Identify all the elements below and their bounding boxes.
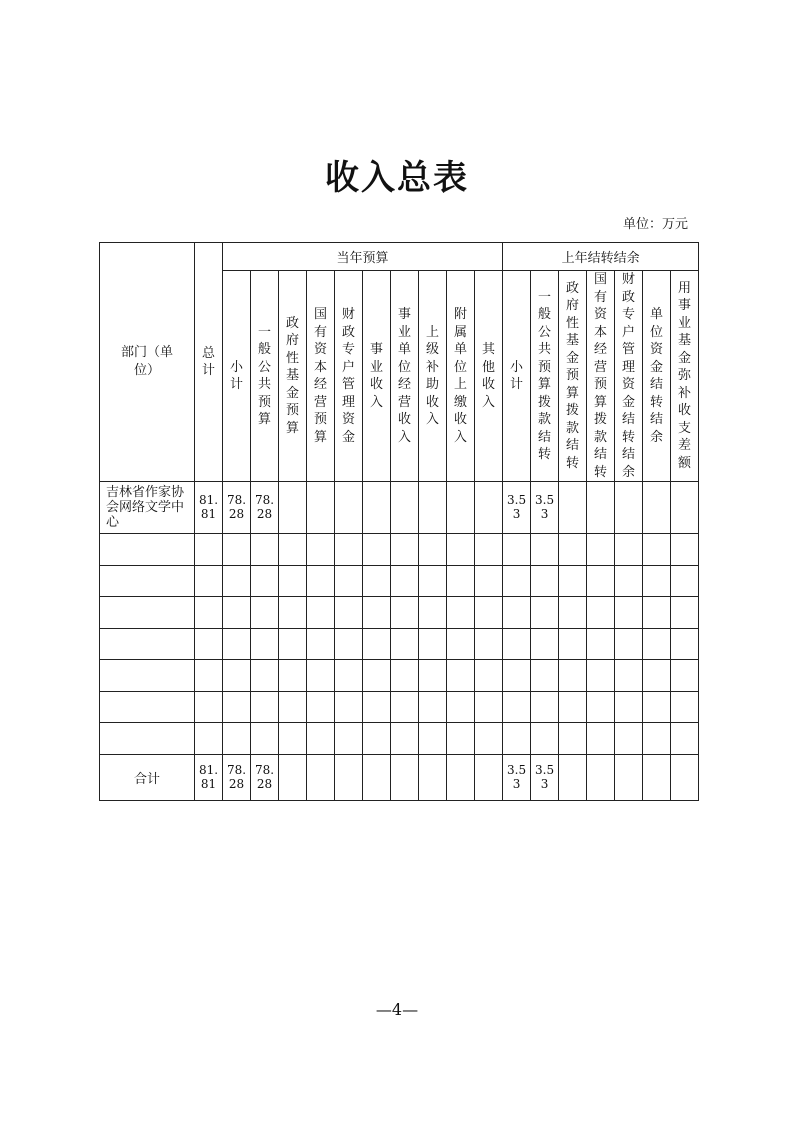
current-year-cell	[363, 692, 391, 723]
current-year-cell	[251, 566, 279, 597]
total-cell	[195, 597, 223, 629]
header-cy-subsidy-income: 上级补助收入	[425, 324, 439, 427]
header-ly-business-fund-offset: 用事业基金弥补收支差额	[678, 280, 692, 471]
last-year-cell	[559, 597, 587, 629]
last-year-cell	[503, 534, 531, 566]
last-year-cell	[615, 723, 643, 755]
cell-value: 3.53	[535, 493, 555, 521]
cell-value: 3.53	[535, 763, 555, 791]
total-cell	[195, 660, 223, 692]
total-cell	[195, 692, 223, 723]
header-ly-state-capital-carryover: 国有资本经营预算拨款结转	[594, 272, 608, 480]
header-ly-col	[503, 271, 531, 482]
current-year-cell	[307, 482, 335, 534]
table-row	[100, 566, 699, 597]
current-year-cell	[223, 629, 251, 660]
header-dept-label: 部门（单位）	[120, 345, 173, 378]
header-cy-col	[475, 271, 503, 482]
current-year-cell	[279, 597, 307, 629]
current-year-cell	[279, 566, 307, 597]
current-year-cell	[251, 534, 279, 566]
cell-value: 3.53	[507, 763, 527, 791]
current-year-cell	[419, 755, 447, 801]
cell-value: 78.28	[254, 763, 275, 791]
current-year-cell	[279, 534, 307, 566]
current-year-cell	[307, 566, 335, 597]
total-cell	[195, 629, 223, 660]
current-year-cell	[335, 755, 363, 801]
last-year-cell	[503, 723, 531, 755]
current-year-cell	[447, 566, 475, 597]
current-year-cell	[391, 566, 419, 597]
last-year-cell	[559, 534, 587, 566]
last-year-cell	[503, 482, 531, 534]
last-year-cell	[671, 534, 699, 566]
current-year-cell	[363, 597, 391, 629]
current-year-cell	[475, 723, 503, 755]
current-year-cell	[391, 597, 419, 629]
last-year-cell	[671, 692, 699, 723]
last-year-cell	[587, 723, 615, 755]
header-ly-col	[615, 271, 643, 482]
dept-cell	[100, 723, 195, 755]
header-cy-other-income: 其他收入	[482, 342, 496, 410]
header-cy-col	[419, 271, 447, 482]
last-year-cell	[671, 566, 699, 597]
current-year-cell	[335, 597, 363, 629]
total-cell	[195, 534, 223, 566]
last-year-cell	[559, 629, 587, 660]
header-ly-col	[643, 271, 671, 482]
current-year-cell	[279, 660, 307, 692]
current-year-cell	[335, 566, 363, 597]
last-year-cell	[503, 597, 531, 629]
current-year-cell	[475, 597, 503, 629]
header-cy-col	[335, 271, 363, 482]
current-year-cell	[447, 534, 475, 566]
dept-cell	[100, 660, 195, 692]
header-cy-subtotal: 小计	[229, 359, 243, 392]
last-year-cell	[615, 660, 643, 692]
current-year-cell	[363, 755, 391, 801]
header-cy-special-account: 财政专户管理资金	[341, 307, 355, 445]
total-value: 81.81	[198, 763, 219, 791]
current-year-cell	[391, 534, 419, 566]
last-year-cell	[559, 723, 587, 755]
current-year-cell	[335, 629, 363, 660]
current-year-cell	[279, 629, 307, 660]
last-year-cell	[671, 482, 699, 534]
dept-cell	[100, 629, 195, 660]
current-year-cell	[391, 723, 419, 755]
last-year-cell	[587, 534, 615, 566]
table-row	[100, 660, 699, 692]
header-last-year-label: 上年结转结余	[561, 251, 640, 266]
current-year-cell	[251, 660, 279, 692]
header-cy-state-capital: 国有资本经营预算	[313, 307, 327, 445]
header-cy-col	[391, 271, 419, 482]
current-year-cell	[391, 482, 419, 534]
current-year-cell	[307, 534, 335, 566]
last-year-cell	[559, 566, 587, 597]
last-year-cell	[615, 755, 643, 801]
total-value: 81.81	[198, 493, 219, 521]
current-year-cell	[391, 629, 419, 660]
last-year-cell	[531, 755, 559, 801]
last-year-cell	[615, 597, 643, 629]
last-year-cell	[559, 660, 587, 692]
cell-value: 3.53	[507, 493, 527, 521]
page-title: 收入总表	[325, 158, 469, 198]
last-year-cell	[643, 482, 671, 534]
current-year-cell	[419, 723, 447, 755]
header-cy-col	[447, 271, 475, 482]
current-year-cell	[279, 692, 307, 723]
current-year-cell	[475, 534, 503, 566]
last-year-cell	[671, 755, 699, 801]
last-year-cell	[531, 597, 559, 629]
header-ly-col	[531, 271, 559, 482]
last-year-cell	[671, 660, 699, 692]
current-year-cell	[307, 723, 335, 755]
table-body	[100, 482, 699, 801]
last-year-cell	[643, 566, 671, 597]
current-year-cell	[447, 692, 475, 723]
current-year-cell	[391, 660, 419, 692]
header-ly-unit-funds-carryover: 单位资金结转结余	[650, 307, 664, 445]
header-ly-general-carryover: 一般公共预算拨款结转	[538, 289, 552, 462]
last-year-cell	[531, 566, 559, 597]
income-summary-table	[99, 242, 699, 801]
last-year-cell	[587, 482, 615, 534]
current-year-cell	[279, 755, 307, 801]
current-year-cell	[363, 723, 391, 755]
current-year-cell	[363, 660, 391, 692]
current-year-cell	[447, 482, 475, 534]
total-cell	[195, 723, 223, 755]
current-year-cell	[223, 534, 251, 566]
current-year-cell	[279, 482, 307, 534]
current-year-cell	[223, 482, 251, 534]
current-year-cell	[223, 566, 251, 597]
last-year-cell	[503, 755, 531, 801]
last-year-cell	[615, 482, 643, 534]
last-year-cell	[615, 566, 643, 597]
table-row	[100, 723, 699, 755]
last-year-cell	[559, 755, 587, 801]
current-year-cell	[223, 723, 251, 755]
last-year-cell	[587, 597, 615, 629]
current-year-cell	[307, 755, 335, 801]
cell-value: 78.28	[226, 763, 247, 791]
current-year-cell	[419, 660, 447, 692]
last-year-cell	[643, 660, 671, 692]
header-cy-col	[307, 271, 335, 482]
header-cy-col	[279, 271, 307, 482]
header-cy-affiliate-income: 附属单位上缴收入	[453, 307, 467, 445]
current-year-cell	[447, 723, 475, 755]
header-ly-col	[671, 271, 699, 482]
total-cell	[195, 566, 223, 597]
table-row	[100, 692, 699, 723]
table-row	[100, 534, 699, 566]
current-year-cell	[307, 629, 335, 660]
last-year-cell	[615, 534, 643, 566]
current-year-cell	[419, 482, 447, 534]
current-year-cell	[223, 692, 251, 723]
header-cy-general-budget: 一般公共预算	[257, 324, 271, 427]
current-year-cell	[475, 755, 503, 801]
header-cy-col	[251, 271, 279, 482]
last-year-cell	[643, 597, 671, 629]
table-row	[100, 629, 699, 660]
current-year-cell	[251, 755, 279, 801]
header-total-label: 总计	[201, 345, 215, 378]
page-number: —4—	[375, 1000, 419, 1019]
last-year-cell	[587, 692, 615, 723]
current-year-cell	[475, 629, 503, 660]
last-year-cell	[531, 723, 559, 755]
current-year-cell	[223, 597, 251, 629]
current-year-cell	[251, 692, 279, 723]
header-cy-operating-income: 事业单位经营收入	[397, 307, 411, 445]
current-year-cell	[279, 723, 307, 755]
last-year-cell	[671, 723, 699, 755]
header-dept	[100, 243, 195, 482]
current-year-cell	[419, 597, 447, 629]
last-year-cell	[643, 534, 671, 566]
current-year-cell	[251, 482, 279, 534]
header-cy-col	[363, 271, 391, 482]
cell-value: 78.28	[226, 493, 247, 521]
table-row	[100, 597, 699, 629]
last-year-cell	[503, 692, 531, 723]
current-year-cell	[419, 566, 447, 597]
last-year-cell	[531, 692, 559, 723]
last-year-cell	[503, 629, 531, 660]
last-year-cell	[531, 482, 559, 534]
last-year-cell	[503, 660, 531, 692]
dept-cell	[100, 566, 195, 597]
current-year-cell	[391, 755, 419, 801]
last-year-cell	[671, 597, 699, 629]
header-cy-business-income: 事业收入	[369, 342, 383, 410]
current-year-cell	[419, 534, 447, 566]
unit-label: 单位：万元	[622, 217, 688, 232]
header-ly-gov-fund-carryover: 政府性基金预算拨款结转	[566, 280, 580, 471]
dept-cell	[100, 534, 195, 566]
last-year-cell	[559, 482, 587, 534]
current-year-cell	[419, 692, 447, 723]
header-ly-col	[587, 271, 615, 482]
header-ly-col	[559, 271, 587, 482]
table-row	[100, 482, 699, 534]
current-year-cell	[363, 566, 391, 597]
header-total	[195, 243, 223, 482]
current-year-cell	[475, 692, 503, 723]
last-year-cell	[531, 660, 559, 692]
header-current-year	[223, 243, 503, 271]
header-ly-special-account-carryover: 财政专户管理资金结转结余	[622, 272, 636, 480]
last-year-cell	[587, 755, 615, 801]
current-year-cell	[335, 534, 363, 566]
total-cell	[195, 482, 223, 534]
last-year-cell	[587, 566, 615, 597]
last-year-cell	[643, 629, 671, 660]
current-year-cell	[447, 629, 475, 660]
current-year-cell	[307, 692, 335, 723]
current-year-cell	[475, 660, 503, 692]
total-row-label: 合计	[100, 755, 195, 801]
current-year-cell	[223, 755, 251, 801]
last-year-cell	[671, 629, 699, 660]
last-year-cell	[531, 534, 559, 566]
dept-cell: 吉林省作家协会网络文学中心	[100, 482, 195, 534]
last-year-cell	[503, 566, 531, 597]
dept-cell	[100, 597, 195, 629]
current-year-cell	[447, 660, 475, 692]
current-year-cell	[363, 534, 391, 566]
header-cy-col	[223, 271, 251, 482]
header-last-year	[503, 243, 699, 271]
current-year-cell	[335, 692, 363, 723]
header-current-year-label: 当年预算	[336, 251, 389, 266]
current-year-cell	[363, 482, 391, 534]
current-year-cell	[363, 629, 391, 660]
current-year-cell	[335, 482, 363, 534]
last-year-cell	[643, 692, 671, 723]
last-year-cell	[559, 692, 587, 723]
total-row	[100, 755, 699, 801]
current-year-cell	[223, 660, 251, 692]
cell-value: 78.28	[254, 493, 275, 521]
header-ly-subtotal: 小计	[510, 359, 524, 392]
current-year-cell	[307, 660, 335, 692]
current-year-cell	[391, 692, 419, 723]
last-year-cell	[643, 755, 671, 801]
current-year-cell	[251, 723, 279, 755]
last-year-cell	[615, 629, 643, 660]
current-year-cell	[447, 597, 475, 629]
current-year-cell	[307, 597, 335, 629]
last-year-cell	[587, 629, 615, 660]
current-year-cell	[335, 723, 363, 755]
last-year-cell	[615, 692, 643, 723]
current-year-cell	[447, 755, 475, 801]
current-year-cell	[419, 629, 447, 660]
current-year-cell	[335, 660, 363, 692]
last-year-cell	[643, 723, 671, 755]
current-year-cell	[475, 482, 503, 534]
dept-cell	[100, 692, 195, 723]
last-year-cell	[531, 629, 559, 660]
current-year-cell	[475, 566, 503, 597]
header-cy-gov-fund: 政府性基金预算	[285, 315, 299, 436]
last-year-cell	[587, 660, 615, 692]
current-year-cell	[251, 629, 279, 660]
current-year-cell	[251, 597, 279, 629]
total-cell	[195, 755, 223, 801]
